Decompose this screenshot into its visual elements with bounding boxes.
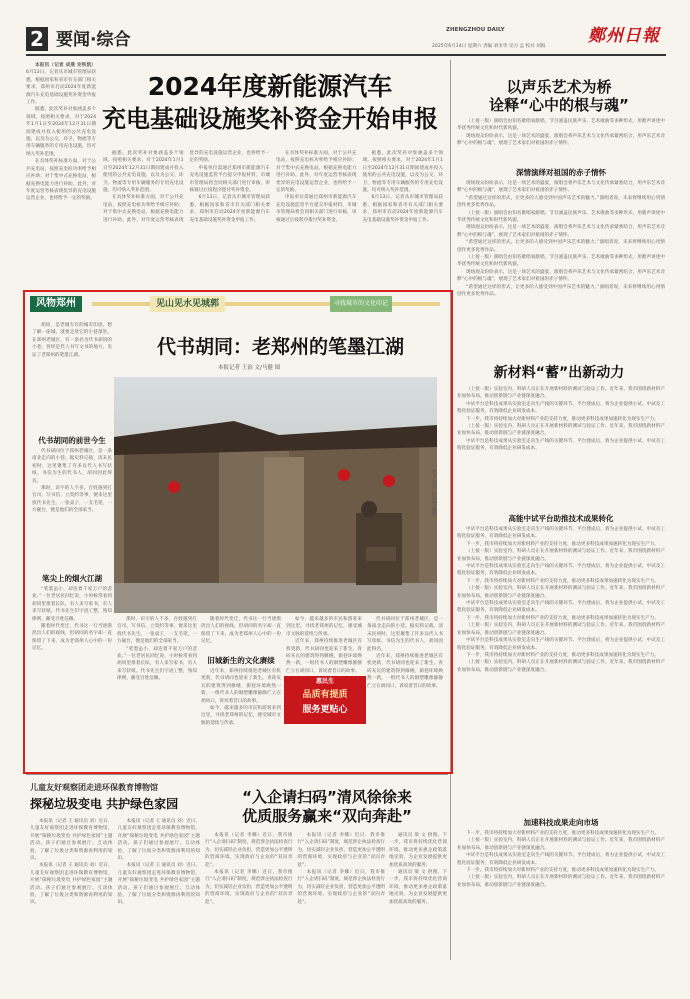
hutong-photo xyxy=(114,377,437,613)
feature-col-4: 如今，越来越多的市民和游客来到这里，寻找老郑州的记忆，感受城市文脉的延续与传承。 近年来，郑州持续推进老城区有机更新，代书胡同也迎来了新生。青砖灰瓦的建筑得到修缮，街巷环境焕然一新，一组代书人的铜塑雕像静静伫立在胡同口，诉说着昔日的故事。 xyxy=(286,617,362,674)
feature-col-3: 近年来，郑州持续推进老城区有机更新，代书胡同也迎来了新生。青砖灰瓦的建筑得到修缮，街巷环境焕然一新，一组代书人的铜塑雕像静静伫立在胡同口，诉说着昔日的故事。 如今，越来越多的市民和游客来到这里，寻找老郑州的记忆，感受城市文脉的延续与传承。 xyxy=(201,669,281,726)
feature-col-1-a: 代书胡同位于郑州老城区，是一条南北走向的小巷。据史料记载，清末民初时，这里聚集了许多以代人书写状纸、书信为生的代书人，胡同因此得名。 那时，识字的人不多，百姓遇到打官司、写书信、立契约等事，便来这里找代书先生。一张桌子，一支毛笔，一方砚台，便是他们的全部家当。 xyxy=(32,449,112,514)
feature-photo xyxy=(114,377,437,613)
promo-ad xyxy=(284,676,366,724)
bottom-3-body: 通讯员 梁 文 供图。下一步，我市将持续优化营商环境，推动更多惠企政策落地见效，为企业发展提供更加优质高效的服务。 通讯员 梁 文 供图。下一步，我市将持续优化营商环境，推动更多惠企政策落地见效，为企业发展提供更加优质高效的服务。 xyxy=(389,833,447,905)
lead-article-body: 据悉，此次奖补对象涵盖多个领域。按照相关要求，对于2024年1月1日至2024年12月31日期间建成并投入使用的公共充电设施，以及为公交、环卫、物流等专用车辆服务的专用充电设施，均可纳入奖补范围。 在具体奖补标准方面，对于公共充电站，按照充电桩功率给予相应补助；对于集中式充换电站，根据充换电能力进行补助。此外，对年度运营考核表现优异的充电设施运营企业，也将给予一定的奖励。 申报单位需通过郑州市新能源汽车充电设施监管平台提交申报材料，市城市管理局将会同相关部门进行审核，审核通过后按程序拨付奖补资金。 6月13日，记者从市城市管理局获悉，根据国家和省市有关部门相关要求，郑州市启动2024年度新能源汽车充电基础设施奖补资金申报工作。 在具体奖补标准方面，对于公共充电站，按照充电桩功率给予相应补助；对于集中式充换电站，根据充换电能力进行补助。此外，对年度运营考核表现优异的充电设施运营企业，也将给予一定的奖励。 申报单位需通过郑州市新能源汽车充电设施监管平台提交申报材料，市城市管理局将会同相关部门进行审核，审核通过后按程序拨付奖补资金。 据悉，此次奖补对象涵盖多个领域。按照相关要求，对于2024年1月1日至2024年12月31日期间建成并投入使用的公共充电设施，以及为公交、环卫、物流等专用车辆服务的专用充电设施，均可纳入奖补范围。 6月13日，记者从市城市管理局获悉，根据国家和省市有关部门相关要求，郑州市启动2024年度新能源汽车充电基础设施奖补资金申报工作。 xyxy=(103,151,443,223)
right-col-2-subhead-1: 高能中试平台助推技术成果转化 xyxy=(508,514,614,523)
photo-caption: 代书胡同的铜塑雕像 xyxy=(432,470,437,519)
right-headline-2: 诠释“心中的根与魂” xyxy=(489,96,629,114)
feature-col-1-b: “笔墨虽小，却连着千家万户的悲欢。”一位老居民回忆说，小时候常看到胡同里排着长队，有人来写家书，有人来写状纸。代书先生们字迹工整，熟知律例，颇受百姓信赖。 随着时代变迁，代书这一行当逐渐淡出人们的视线，但胡同的名字却一直保留了下来，成为老郑州人心中的一份记忆。 xyxy=(32,587,112,652)
feature-title: 代书胡同：老郑州的笔墨江湖 xyxy=(156,336,404,358)
header-rule xyxy=(26,54,666,56)
paper-name-en: ZHENGZHOU DAILY xyxy=(446,27,505,33)
right-col-2-body-c: 下一步，我市将持续加大对新材料产业的支持力度，推动更多科技成果加速转化为现实生产力。 （上接一版）实验室内，科研人员正在开展新材料的测试与验证工作。近年来，我市围绕新材料产业加快布局，推动创新链与产业链深度融合。 中试平台是科技成果从实验室走向生产线的关键环节。平台建成后，将为企业提供小试、中试及工程化验证服务，有效降低企业研发成本。 下一步，我市将持续加大对新材料产业的支持力度，推动更多科技成果加速转化为现实生产力。 （上接一版）实验室内，科研人员正在开展新材料的测试与验证工作。近年来，我市围绕新材料产业加快布局，推动创新链与产业链深度融合。 xyxy=(457,831,665,888)
bottom-2-body: 本报讯（记者 李娜）近日，我市推行“入企请扫码”制度，规范涉企执法检查行为，切实减轻企业负担，营造更加公平透明的营商环境，实现政府与企业的“双向奔赴”。 本报讯（记者 李娜）近日，我市推行“入企请扫码”制度，规范涉企执法检查行为，切实减轻企业负担，营造更加公平透明的营商环境，实现政府与企业的“双向奔赴”。 本报讯（记者 李娜）近日，我市推行“入企请扫码”制度，规范涉企执法检查行为，切实减轻企业负担，营造更加公平透明的营商环境，实现政府与企业的“双向奔赴”。 本报讯（记者 李娜）近日，我市推行“入企请扫码”制度，规范涉企执法检查行为，切实减轻企业负担，营造更加公平透明的营商环境，实现政府与企业的“双向奔赴”。 xyxy=(205,833,385,905)
lead-headline-2: 充电基础设施奖补资金开始申报 xyxy=(102,105,438,133)
feature-section-3-title: 旧城新生的文化赓续 xyxy=(207,656,275,665)
feature-intro: 胡同，是老城专有的城市印迹。想了解一座城，就要走进它的小巷深处。在郑州老城区，有一条名为代书胡同的小巷，曾经是代人书写文书的地方，见证了老郑州的笔墨江湖。 xyxy=(32,323,112,358)
bottom-1-body: 本报讯（记者 王 通讯员 刘）近日，儿童友好观察团走进环保教育博物馆，开展“探秘垃圾变电 共护绿色家园”主题活动。孩子们通过参观展厅、互动体验，了解了垃圾分类和资源再利用的知识。 本报讯（记者 王 通讯员 刘）近日，儿童友好观察团走进环保教育博物馆，开展“探秘垃圾变电 共护绿色家园”主题活动。孩子们通过参观展厅、互动体验，了解了垃圾分类和资源再利用的知识。 本报讯（记者 王 通讯员 刘）近日，儿童友好观察团走进环保教育博物馆，开展“探秘垃圾变电 共护绿色家园”主题活动。孩子们通过参观展厅、互动体验，了解了垃圾分类和资源再利用的知识。 本报讯（记者 王 通讯员 刘）近日，儿童友好观察团走进环保教育博物馆，开展“探秘垃圾变电 共护绿色家园”主题活动。孩子们通过参观展厅、互动体验，了解了垃圾分类和资源再利用的知识。 xyxy=(30,819,200,906)
feature-col-3-top: 随着时代变迁，代书这一行当逐渐淡出人们的视线，但胡同的名字却一直保留了下来，成为老郑州人心中的一份记忆。 xyxy=(201,617,281,645)
bottom-divider xyxy=(26,774,448,775)
page-number: 2 xyxy=(26,27,48,51)
feature-col-2: 那时，识字的人不多，百姓遇到打官司、写书信、立契约等事，便来这里找代书先生。一张桌子，一支毛笔，一方砚台，便是他们的全部家当。 “笔墨虽小，却连着千家万户的悲欢。”一位老居民回忆说，小时候常看到胡同里排着长队，有人来写家书，有人来写状纸。代书先生们字迹工整，熟知律例，颇受百姓信赖。 xyxy=(117,617,197,682)
lead-article-left-column: 本报讯（记者 成燕 安铁凯）6月13日，记者从市城市管理局获悉，根据国家和省市有关部门相关要求，郑州市启动2024年度新能源汽车充电基础设施奖补资金申报工作。 据悉，此次奖补对象涵盖多个领域。按照相关要求，对于2024年1月1日至2024年12月31日期间建成并投入使用的公共充电设施，以及为公交、环卫、物流等专用车辆服务的专用充电设施，均可纳入奖补范围。 在具体奖补标准方面，对于公共充电站，按照充电桩功率给予相应补助；对于集中式充换电站，根据充换电能力进行补助。此外，对年度运营考核表现优异的充电设施运营企业，也将给予一定的奖励。 xyxy=(26,63,96,202)
date-line: 2025年6月14日 星期六 责编 刘争华 见习 孟 校对 刘海 xyxy=(432,44,546,49)
lead-headline-1: 2024年度新能源汽车 xyxy=(147,72,393,101)
bottom-2-headline-2: 优质服务赢来“双向奔赴” xyxy=(242,807,412,825)
feature-banner xyxy=(30,296,443,314)
paper-logo: 鄭州日報 xyxy=(588,26,660,46)
feature-section-1-title: 代书胡同的前世今生 xyxy=(38,436,106,445)
promo-ad-line-3: 服务更贴心 xyxy=(302,705,348,715)
bottom-1-kicker: 儿童友好观察团走进环保教育博物馆 xyxy=(30,783,158,792)
promo-ad-line-1: 惠民生 xyxy=(315,678,334,685)
section-title: 要闻·综合 xyxy=(56,30,131,50)
feature-byline: 本报记者 王治 文/马健 图 xyxy=(218,365,281,371)
right-col-2-body-a: （上接一版）实验室内，科研人员正在开展新材料的测试与验证工作。近年来，我市围绕新材料产业加快布局，推动创新链与产业链深度融合。 中试平台是科技成果从实验室走向生产线的关键环节。平台建成后，将为企业提供小试、中试及工程化验证服务，有效降低企业研发成本。 下一步，我市将持续加大对新材料产业的支持力度，推动更多科技成果加速转化为现实生产力。 （上接一版）实验室内，科研人员正在开展新材料的测试与验证工作。近年来，我市围绕新材料产业加快布局，推动创新链与产业链深度融合。 中试平台是科技成果从实验室走向生产线的关键环节。平台建成后，将为企业提供小试、中试及工程化验证服务，有效降低企业研发成本。 xyxy=(457,387,665,452)
right-col-1-subhead: 深情演绎对祖国的赤子情怀 xyxy=(516,168,606,177)
feature-section-2-title: 笔尖上的烟火江湖 xyxy=(42,574,102,583)
right-col-1-body-b: 现场观众纷纷表示，这是一场艺术的盛宴，演唱会将声乐艺术与文化传承紧密结合，用声乐艺术诠释“心中的根与魂”，展现了艺术家们对祖国的赤子情怀。 “希望通过这样的形式，让更多的人感受到中国声乐艺术的魅力。”演唱者说，未来将继续用心用情创作更多优秀作品。 （上接一版）演唱会由知名歌唱家献唱，节目涵盖民族声乐、艺术歌曲等多种形式，用歌声讲述中华优秀传统文化和时代新风貌。 现场观众纷纷表示，这是一场艺术的盛宴，演唱会将声乐艺术与文化传承紧密结合，用声乐艺术诠释“心中的根与魂”，展现了艺术家们对祖国的赤子情怀。 “希望通过这样的形式，让更多的人感受到中国声乐艺术的魅力。”演唱者说，未来将继续用心用情创作更多优秀作品。 （上接一版）演唱会由知名歌唱家献唱，节目涵盖民族声乐、艺术歌曲等多种形式，用歌声讲述中华优秀传统文化和时代新风貌。 现场观众纷纷表示，这是一场艺术的盛宴，演唱会将声乐艺术与文化传承紧密结合，用声乐艺术诠释“心中的根与魂”，展现了艺术家们对祖国的赤子情怀。 “希望通过这样的形式，让更多的人感受到中国声乐艺术的魅力。”演唱者说，未来将继续用心用情创作更多优秀作品。 xyxy=(457,181,665,298)
right-col-1-body-a: （上接一版）演唱会由知名歌唱家献唱，节目涵盖民族声乐、艺术歌曲等多种形式，用歌声讲述中华优秀传统文化和时代新风貌。 现场观众纷纷表示，这是一场艺术的盛宴，演唱会将声乐艺术与文化传承紧密结合，用声乐艺术诠释“心中的根与魂”，展现了艺术家们对祖国的赤子情怀。 xyxy=(457,119,665,147)
right-col-2-headline: 新材料“蓄”出新动力 xyxy=(493,365,625,381)
bottom-2-headline-1: “入企请扫码”清风徐徐来 xyxy=(242,788,412,806)
right-col-2-subhead-2: 加速科技成果走向市场 xyxy=(523,818,599,827)
right-headline-1: 以声乐艺术为桥 xyxy=(506,78,612,96)
bottom-1-headline: 探秘垃圾变电 共护绿色家园 xyxy=(30,797,179,811)
banner-right: 寻找城市的文化印记 xyxy=(330,296,392,312)
banner-tag: 风物郑州 xyxy=(30,296,82,312)
promo-ad-line-2: 品质有提质 xyxy=(302,690,348,700)
right-col-2-body-b: 中试平台是科技成果从实验室走向生产线的关键环节。平台建成后，将为企业提供小试、中试及工程化验证服务，有效降低企业研发成本。 下一步，我市将持续加大对新材料产业的支持力度，推动更多科技成果加速转化为现实生产力。 （上接一版）实验室内，科研人员正在开展新材料的测试与验证工作。近年来，我市围绕新材料产业加快布局，推动创新链与产业链深度融合。 中试平台是科技成果从实验室走向生产线的关键环节。平台建成后，将为企业提供小试、中试及工程化验证服务，有效降低企业研发成本。 下一步，我市将持续加大对新材料产业的支持力度，推动更多科技成果加速转化为现实生产力。 （上接一版）实验室内，科研人员正在开展新材料的测试与验证工作。近年来，我市围绕新材料产业加快布局，推动创新链与产业链深度融合。 中试平台是科技成果从实验室走向生产线的关键环节。平台建成后，将为企业提供小试、中试及工程化验证服务，有效降低企业研发成本。 下一步，我市将持续加大对新材料产业的支持力度，推动更多科技成果加速转化为现实生产力。 （上接一版）实验室内，科研人员正在开展新材料的测试与验证工作。近年来，我市围绕新材料产业加快布局，推动创新链与产业链深度融合。 中试平台是科技成果从实验室走向生产线的关键环节。平台建成后，将为企业提供小试、中试及工程化验证服务，有效降低企业研发成本。 下一步，我市将持续加大对新材料产业的支持力度，推动更多科技成果加速转化为现实生产力。 （上接一版）实验室内，科研人员正在开展新材料的测试与验证工作。近年来，我市围绕新材料产业加快布局，推动创新链与产业链深度融合。 xyxy=(457,527,665,673)
banner-sub: 见山见水见城郭 xyxy=(150,296,225,312)
feature-col-5: 代书胡同位于郑州老城区，是一条南北走向的小巷。据史料记载，清末民初时，这里聚集了许多以代人书写状纸、书信为生的代书人，胡同因此得名。 近年来，郑州持续推进老城区有机更新，代书胡同也迎来了新生。青砖灰瓦的建筑得到修缮，街巷环境焕然一新，一组代书人的铜塑雕像静静伫立在胡同口，诉说着昔日的故事。 xyxy=(367,617,443,689)
